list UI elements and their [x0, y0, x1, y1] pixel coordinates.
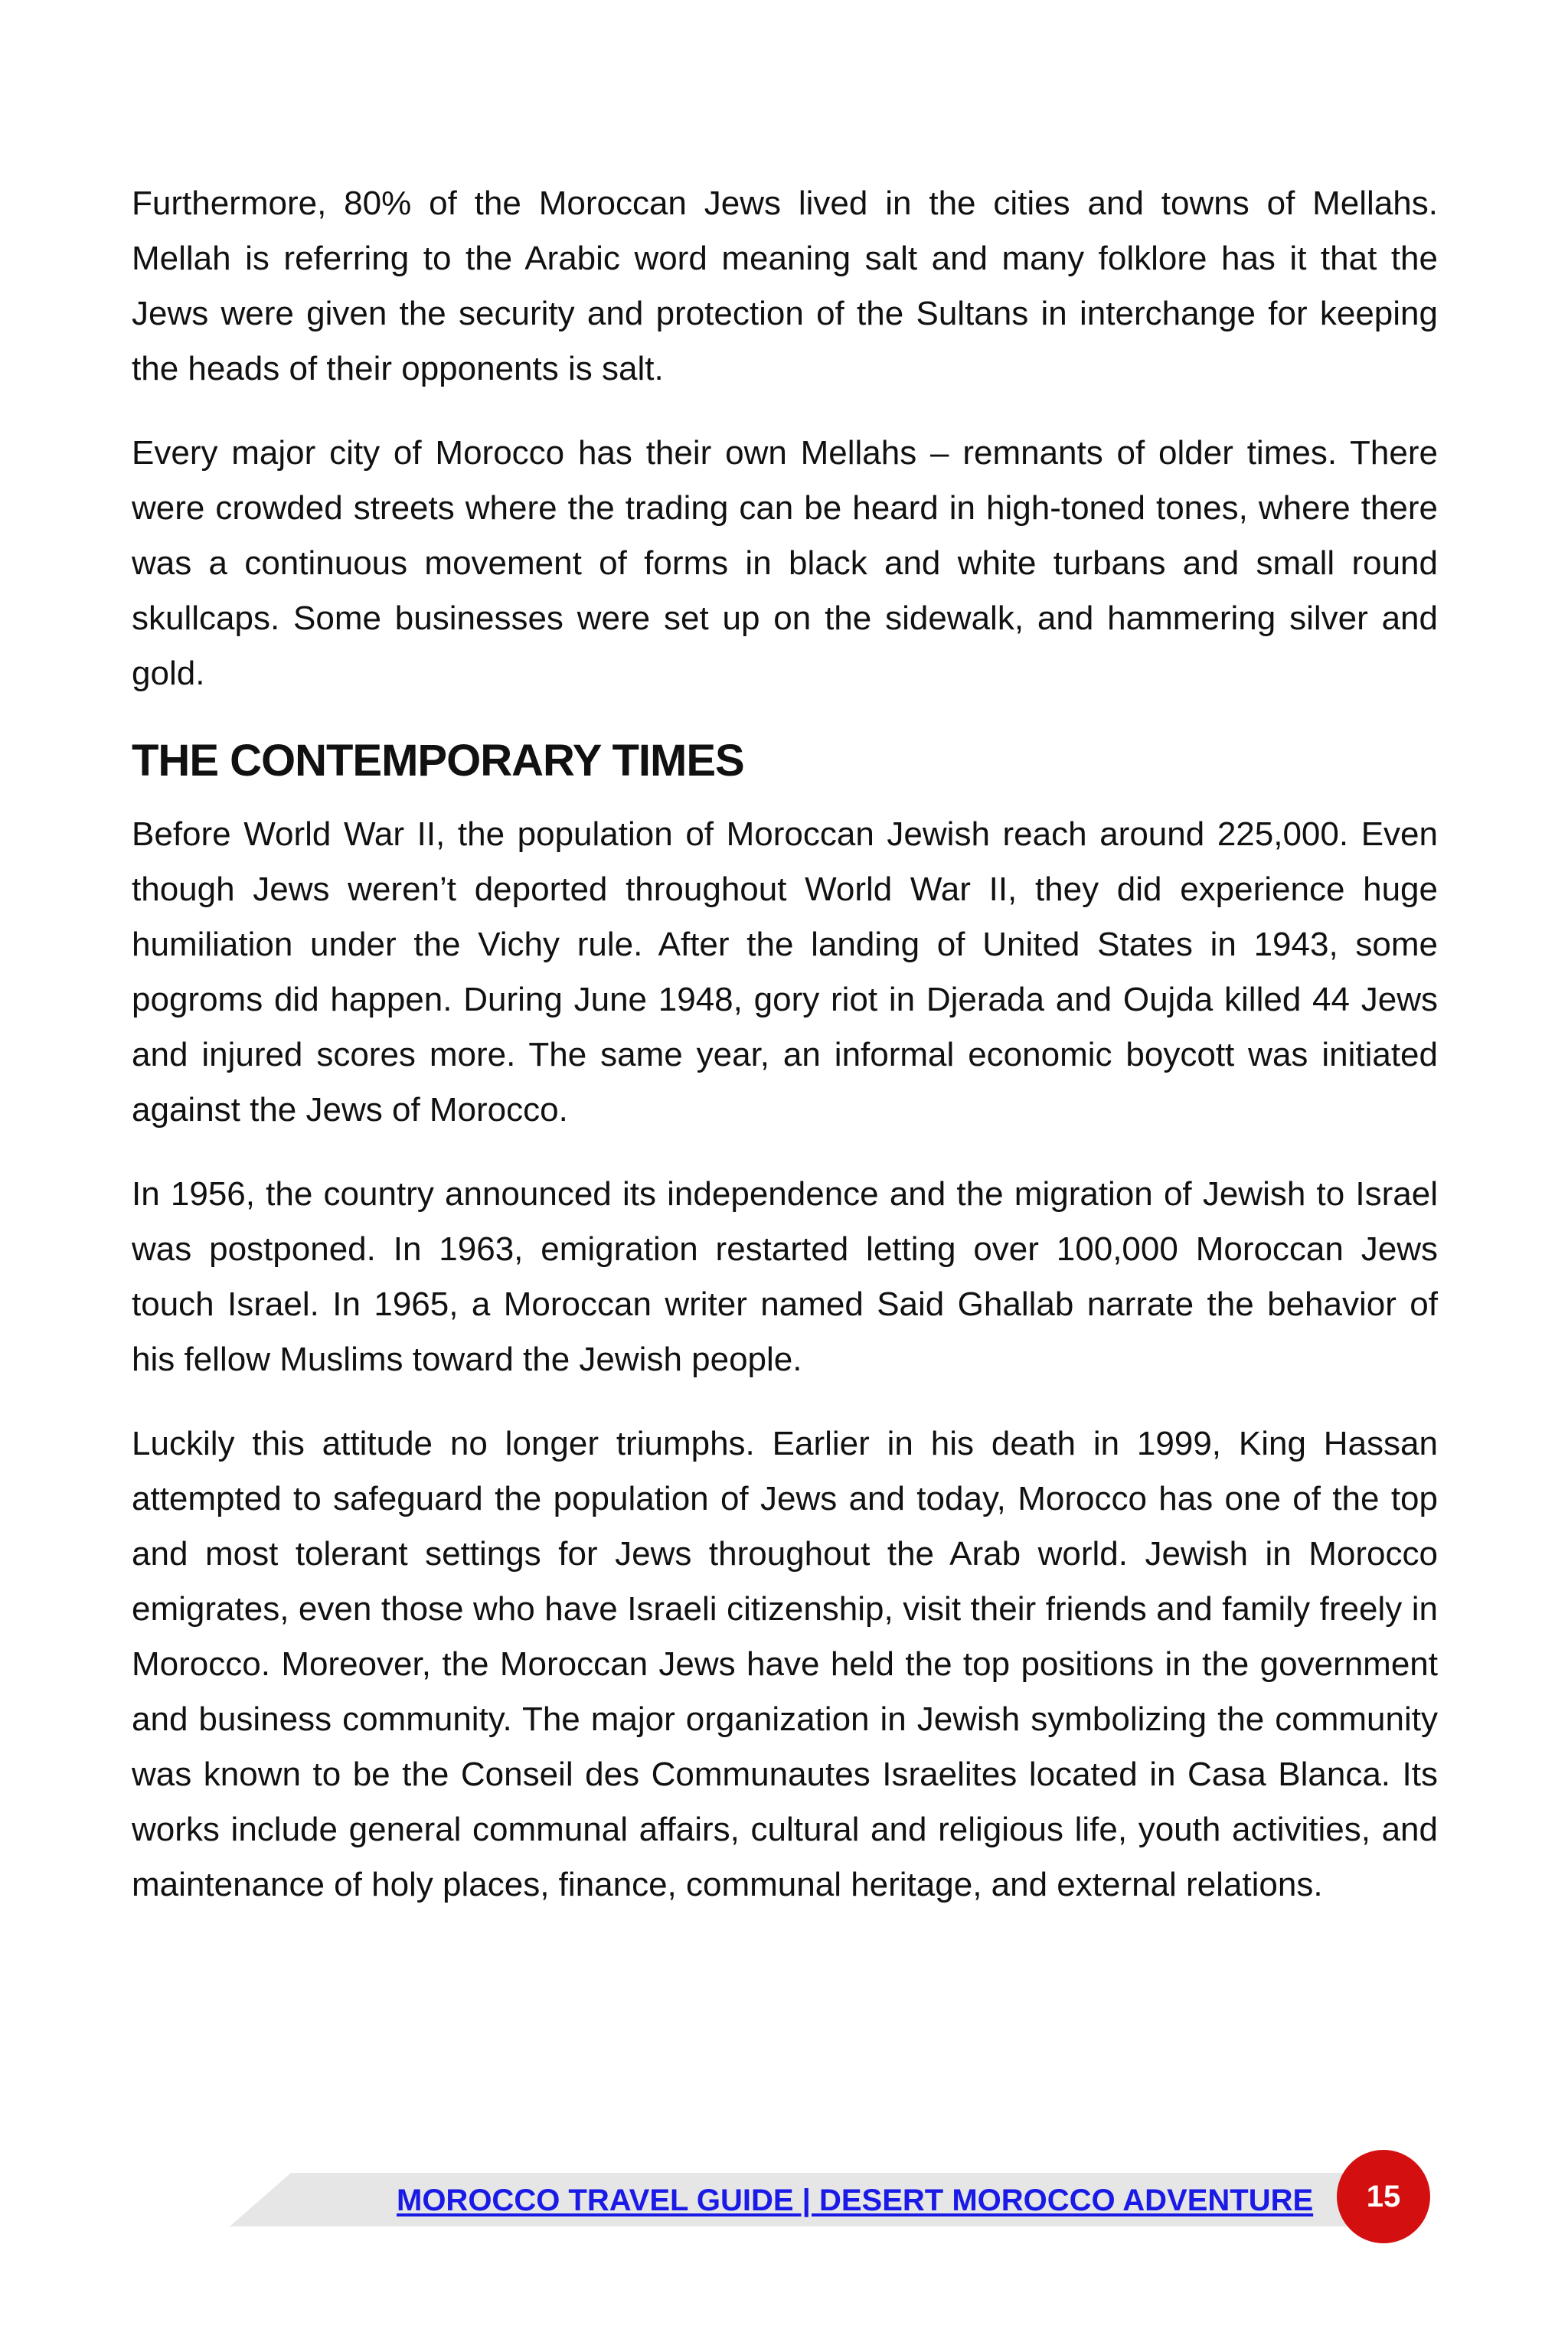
paragraph-mellahs-folklore: Furthermore, 80% of the Moroccan Jews lived in the cities and towns of Mellahs. Mellah is referring to the Arabic word meaning salt and many folklore has it that the Jews were given the security and protection of the Sultans in interchange for keeping the heads of their opponents is salt.: [132, 185, 1438, 387]
paragraph-independence: In 1956, the country announced its independence and the migration of Jewish to Israel was postponed. In 1963, emigration restarted letting over 100,000 Moroccan Jews touch Israel. In 1965, a Moroccan writer named Said Ghallab narrate the behavior of his fellow Muslims toward the Jewish people.: [132, 1175, 1438, 1378]
page-number-badge: 15: [1337, 2150, 1430, 2243]
section-heading: THE CONTEMPORARY TIMES: [132, 736, 744, 786]
paragraph-today: Luckily this attitude no longer triumphs. Earlier in his death in 1999, King Hassan attempted to safeguard the population of Jews and today, Morocco has one of the top and most tolerant settings for Jews throughout the Arab world. Jewish in Morocco emigrates, even those who have Israeli citizenship, visit their friends and family freely in Morocco. Moreover, the Moroccan Jews have held the top positions in the government and business community. The major organization in Jewish symbolizing the community was known to be the Conseil des Communautes Israelites located in Casa Blanca. Its works include general communal affairs, cultural and religious life, youth activities, and maintenance of holy places, finance, communal heritage, and external relations.: [132, 1425, 1438, 1903]
paragraph-mellahs-streets: Every major city of Morocco has their own Mellahs – remnants of older times. There were crowded streets where the trading can be heard in high-toned tones, where there was a continuous movement of forms in black and white turbans and small round skullcaps. Some businesses were set up on the sidewalk, and hammering silver and gold.: [132, 434, 1438, 692]
paragraph-world-war: Before World War II, the population of Moroccan Jewish reach around 225,000. Even though Jews weren’t deported throughout World War II, they did experience huge humiliation under the Vichy rule. After the landing of United States in 1943, some pogroms did happen. During June 1948, gory riot in Djerada and Oujda killed 44 Jews and injured scores more. The same year, an informal economic boycott was initiated against the Jews of Morocco.: [132, 815, 1438, 1129]
footer-guide-link[interactable]: MOROCCO TRAVEL GUIDE | DESERT MOROCCO ADVENTURE: [397, 2184, 1314, 2217]
footer-band: [230, 2173, 1363, 2226]
page-body: [132, 176, 1438, 1942]
